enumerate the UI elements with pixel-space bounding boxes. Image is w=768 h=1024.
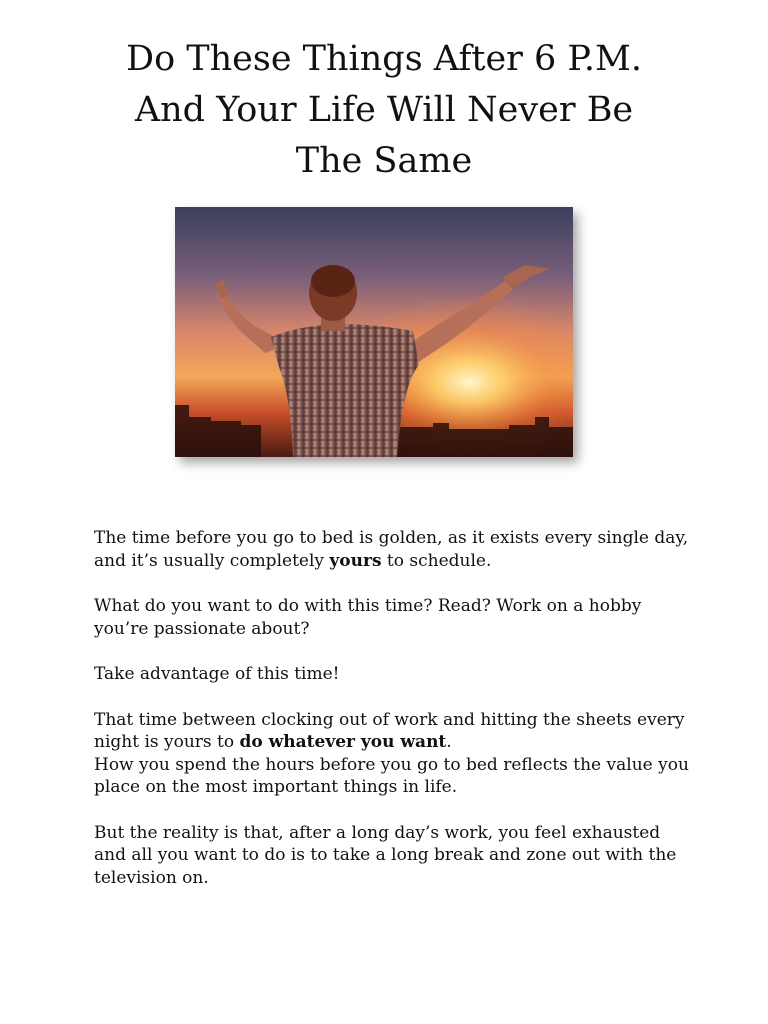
- sunset-man-illustration: [175, 207, 573, 457]
- paragraph-1-text: The time before you go to bed is golden, as it exists every single day, and it’s usually completely: [94, 528, 689, 571]
- paragraph-4-line-2: How you spend the hours before you go to bed reflects the value you place on the most important things in life.: [94, 754, 689, 797]
- paragraph-4-bold: do whatever you want: [239, 732, 447, 752]
- paragraph-1-bold: yours: [329, 550, 382, 571]
- paragraph-4: [94, 709, 694, 799]
- title-line-2: And Your Life Will Never Be: [134, 90, 634, 130]
- paragraph-1-end: to schedule.: [381, 550, 492, 571]
- paragraph-1: [94, 527, 694, 572]
- hero-photo: [175, 207, 573, 457]
- paragraph-2: What do you want to do with this time? Read? Work on a hobby you’re passionate about?: [94, 596, 642, 639]
- title-line-1: Do These Things After 6 P.M.: [126, 39, 642, 79]
- article-body: [94, 527, 694, 912]
- paragraph-3: Take advantage of this time!: [94, 664, 340, 684]
- paragraph-4-text: That time between clocking out of work and hitting the sheets every night is yours to: [94, 709, 685, 752]
- paragraph-5: But the reality is that, after a long day’s work, you feel exhausted and all you want to do is to take a long break and zone out with the television on.: [94, 822, 677, 888]
- title-line-3: The Same: [295, 141, 473, 181]
- paragraph-4-end: .: [446, 732, 452, 752]
- page-title: [0, 34, 768, 187]
